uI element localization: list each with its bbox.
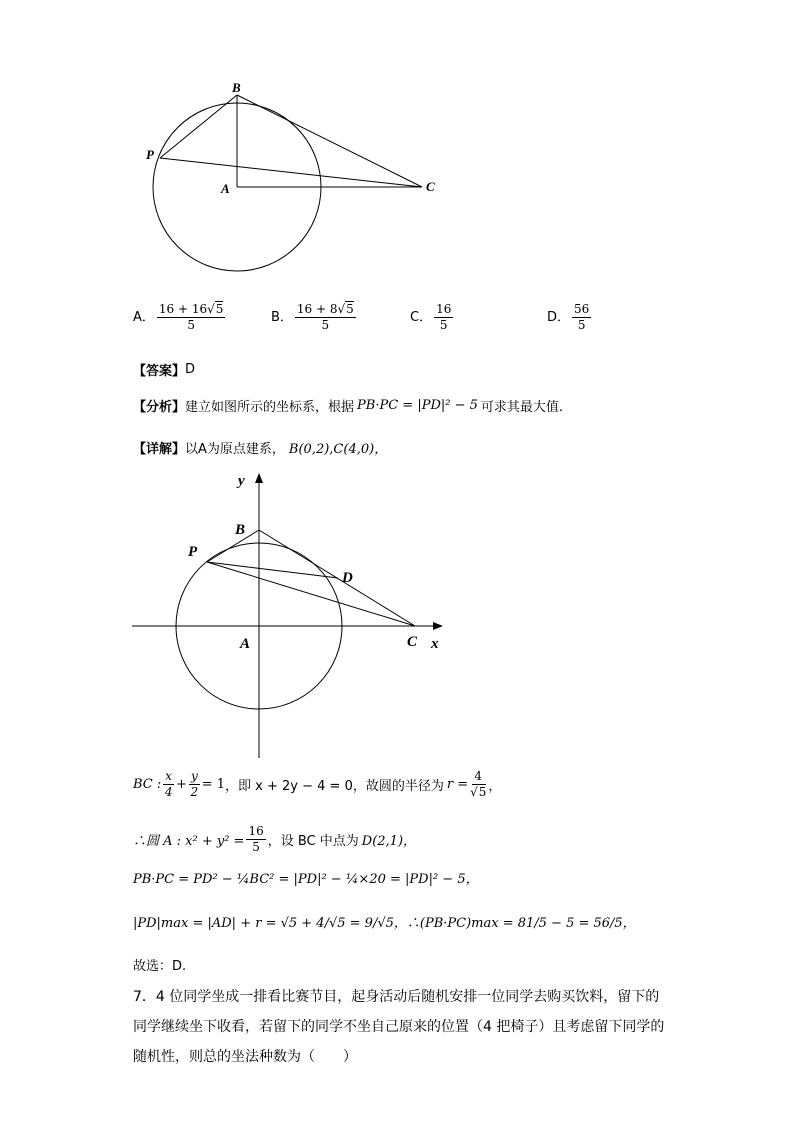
segment-pd: [207, 562, 338, 578]
analysis-formula: PB·PC = |PD|² − 5: [357, 398, 478, 413]
option-c: C． $\frac{16}{5}$: [410, 302, 452, 332]
label-p: P: [146, 147, 154, 162]
label-p: P: [188, 544, 198, 560]
detail-line: 【详解】 以A为原点建系， B(0,2),C(4,0)，: [133, 438, 387, 457]
label-c: C: [407, 634, 418, 650]
conclusion: 故选：D.: [133, 959, 187, 974]
segment-bc: [237, 95, 422, 187]
option-a-fraction: $\frac{16 + 16√5}{5}$: [158, 302, 224, 332]
analysis-tag: 【分析】: [133, 400, 186, 415]
answer-tag: 【答案】: [133, 364, 186, 379]
option-b: B． $\frac{16 + 8√5}{5}$: [271, 302, 354, 332]
label-a: A: [221, 181, 230, 196]
segment-pb: [207, 530, 259, 562]
option-c-fraction: $\frac{16}{5}$: [436, 302, 452, 332]
detail-tag: 【详解】: [133, 442, 186, 457]
label-d: D: [342, 570, 353, 586]
question-7-line-1: 7．4 位同学坐成一排看比赛节目，起身活动后随机安排一位同学去购买饮料，留下的: [133, 989, 660, 1005]
option-d: D． $\frac{56}{5}$: [547, 302, 590, 332]
dot-product-equation: PB·PC = PD² − ¼BC² = |PD|² − ¼×20 = |PD|² − 5，: [133, 872, 479, 887]
option-a: A． $\frac{16 + 16√5}{5}$: [133, 302, 224, 332]
option-b-fraction: $\frac{16 + 8√5}{5}$: [296, 302, 354, 332]
segment-pc: [207, 562, 415, 626]
question-7-line-3: 随机性，则总的坐法种数为（ ）: [133, 1049, 357, 1065]
question-7-line-2: 同学继续坐下收看，若留下的同学不坐自己原来的位置（4 把椅子）且考虑留下同学的: [133, 1019, 665, 1035]
max-value-equation: |PD|max = |AD| + r = √5 + 4/√5 = 9/√5，∴(PB·PC)max = 81/5 − 5 = 56/5，: [133, 916, 636, 931]
label-b: B: [235, 522, 246, 538]
option-d-fraction: $\frac{56}{5}$: [574, 302, 590, 332]
label-c: C: [426, 179, 435, 194]
segment-pc: [160, 158, 422, 187]
answer-value: D: [185, 362, 196, 377]
circle-equation-line: ∴圆 A : x² + y² = $\frac{16}{5}$ ，设 BC 中点为 D(2,1)，: [133, 824, 417, 854]
figure-2: [130, 468, 460, 760]
analysis-line: 【分析】 建立如图所示的坐标系，根据 PB·PC = |PD|² − 5 可求其最大值.: [133, 398, 564, 415]
figure-1: [130, 75, 450, 280]
label-y: y: [238, 473, 245, 489]
bc-equation-line: BC : $\frac{x}{4}$ + $\frac{y}{2}$ = 1 ，即 x + 2y − 4 = 0，故圆的半径为 r = $\frac{4}{√5}$ ，: [133, 769, 502, 799]
answer-line: [133, 360, 195, 379]
label-b: B: [232, 80, 241, 95]
label-a: A: [240, 636, 251, 652]
segment-pb: [160, 95, 237, 158]
label-x: x: [431, 636, 439, 652]
